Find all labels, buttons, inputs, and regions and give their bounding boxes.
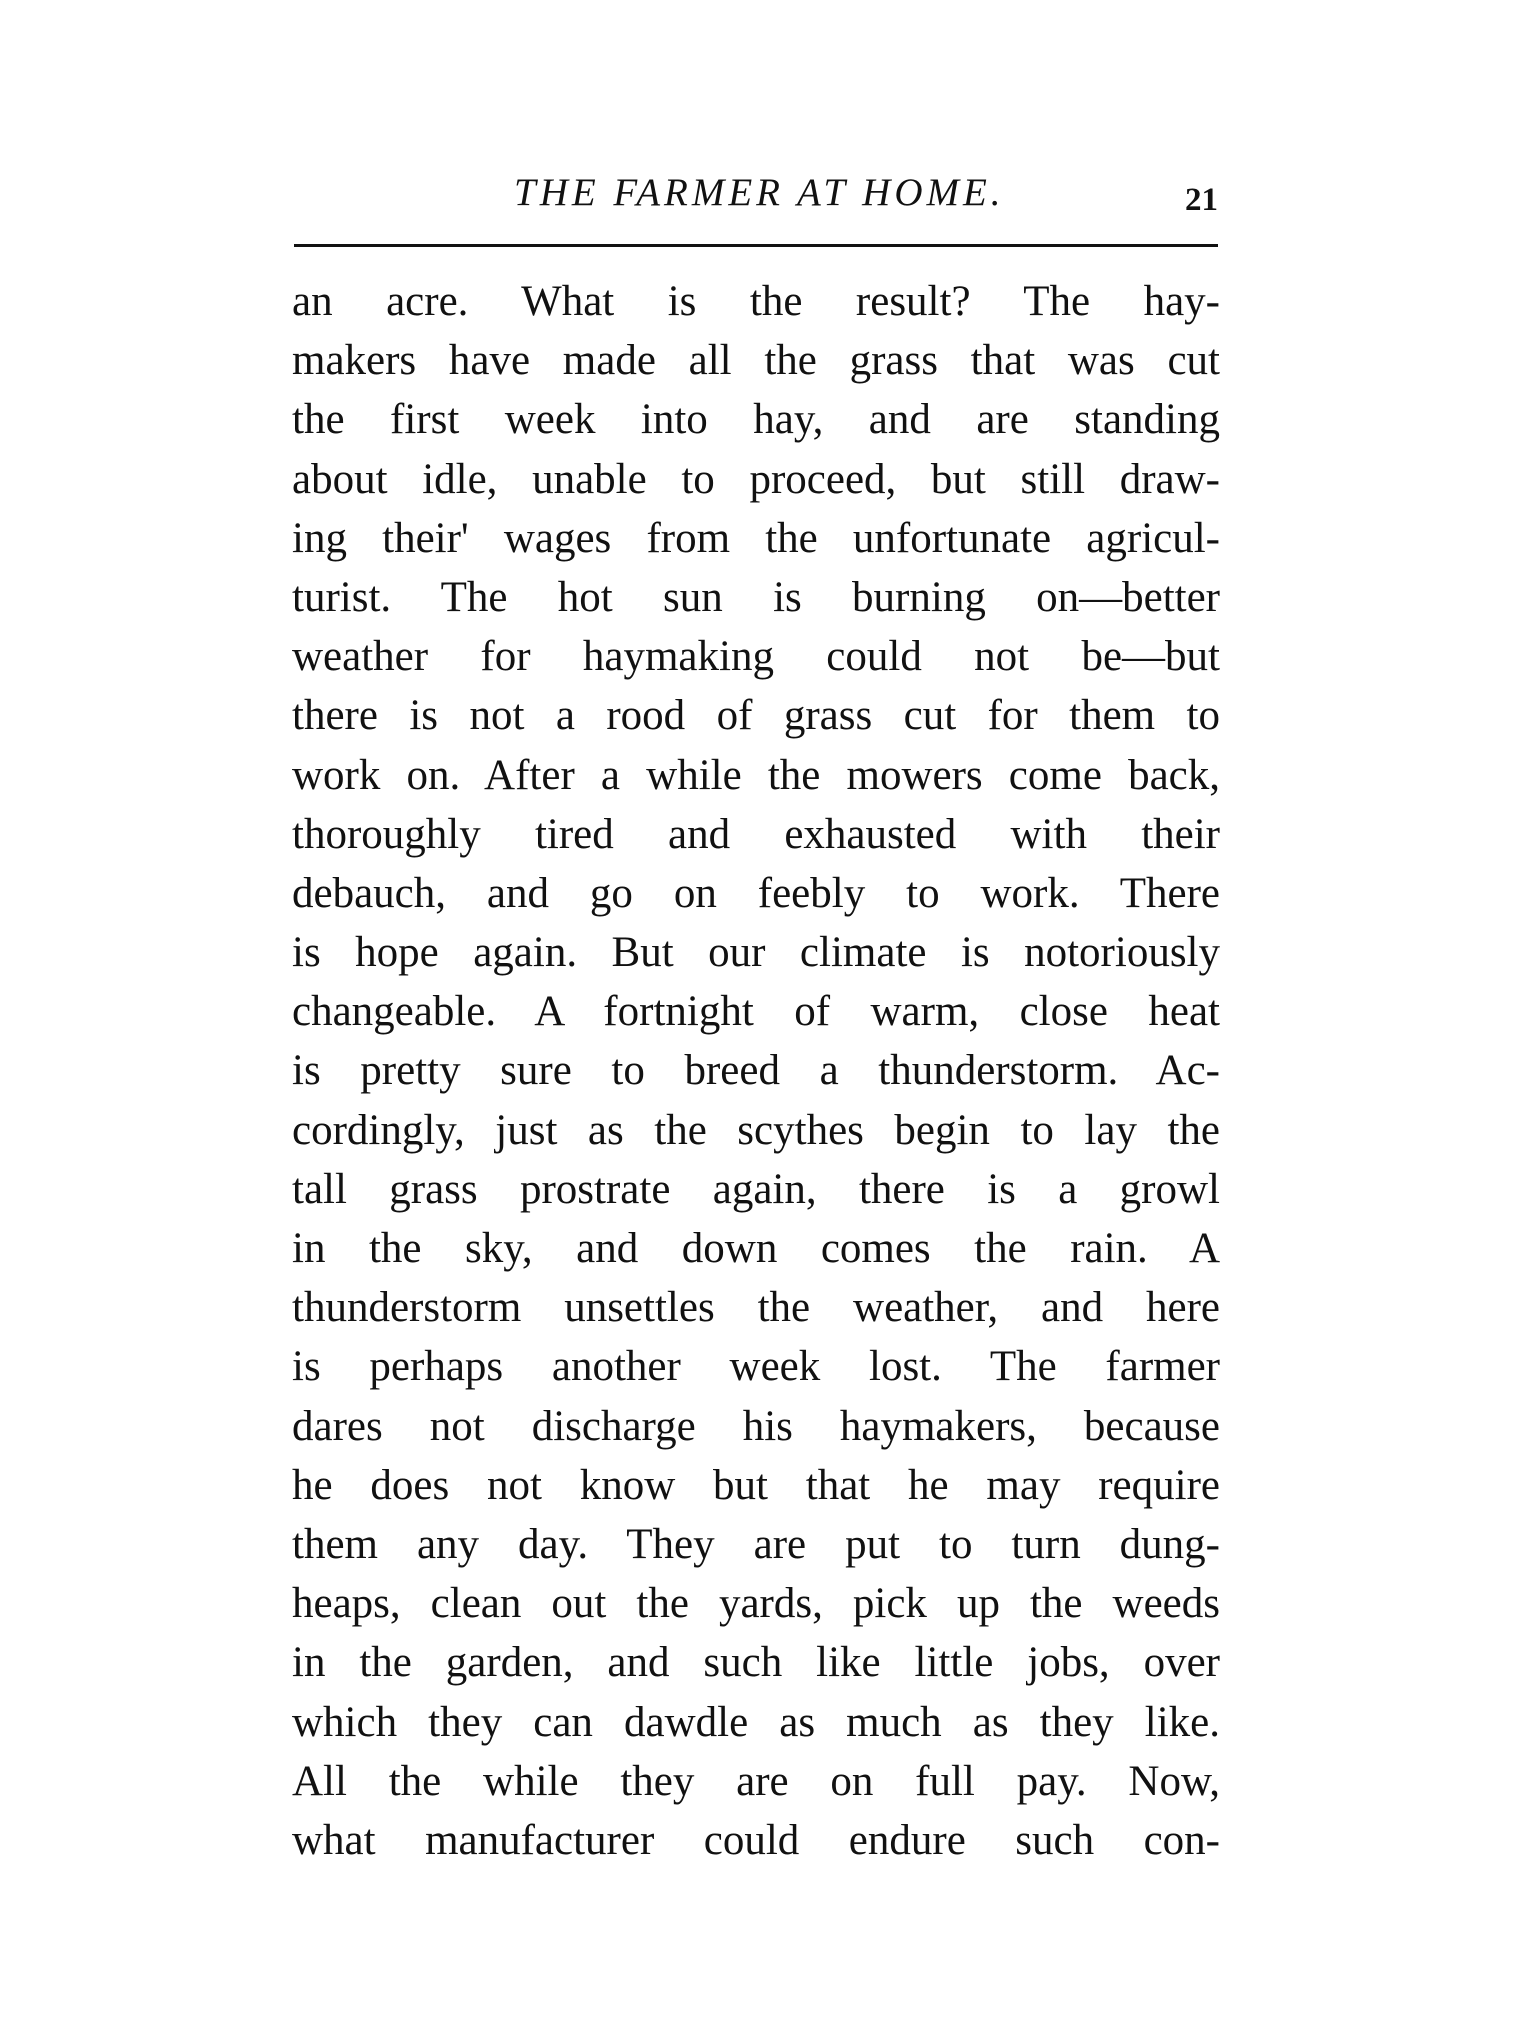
text-line: he does not know but that he may require xyxy=(292,1461,1220,1509)
text-line: what manufacturer could endure such con- xyxy=(292,1816,1220,1864)
text-line: ing their' wages from the unfortunate agricul- xyxy=(292,514,1220,562)
text-line: is hope again. But our climate is notoriously xyxy=(292,929,1220,977)
text-line: there is not a rood of grass cut for them to xyxy=(292,692,1220,740)
text-line: heaps, clean out the yards, pick up the weeds xyxy=(292,1580,1220,1628)
header-rule xyxy=(294,244,1218,247)
text-line: weather for haymaking could not be—but xyxy=(292,633,1220,681)
text-line: in the garden, and such like little jobs, over xyxy=(292,1639,1220,1687)
text-line: changeable. A fortnight of warm, close heat xyxy=(292,988,1220,1036)
running-head xyxy=(294,168,1218,238)
text-line: is pretty sure to breed a thunderstorm. Ac- xyxy=(292,1047,1220,1095)
text-line: dares not discharge his haymakers, because xyxy=(292,1402,1220,1450)
text-line: All the while they are on full pay. Now, xyxy=(292,1757,1220,1805)
body-text xyxy=(292,272,1220,1870)
text-line: is perhaps another week lost. The farmer xyxy=(292,1343,1220,1391)
page-number: 21 xyxy=(1185,182,1218,218)
text-line: which they can dawdle as much as they like. xyxy=(292,1698,1220,1746)
text-line: thunderstorm unsettles the weather, and here xyxy=(292,1284,1220,1332)
text-line: turist. The hot sun is burning on—better xyxy=(292,573,1220,621)
text-line: the first week into hay, and are standing xyxy=(292,396,1220,444)
running-title: THE FARMER AT HOME. xyxy=(514,171,1005,214)
text-line: about idle, unable to proceed, but still draw- xyxy=(292,455,1220,503)
text-line: in the sky, and down comes the rain. A xyxy=(292,1225,1220,1272)
text-line: an acre. What is the result? The hay- xyxy=(292,278,1220,325)
text-line: makers have made all the grass that was cut xyxy=(292,337,1220,385)
text-line: thoroughly tired and exhausted with their xyxy=(292,810,1220,858)
text-line: them any day. They are put to turn dung- xyxy=(292,1520,1220,1568)
text-line: debauch, and go on feebly to work. There xyxy=(292,869,1220,917)
text-line: cordingly, just as the scythes begin to lay the xyxy=(292,1106,1220,1154)
text-line: tall grass prostrate again, there is a growl xyxy=(292,1165,1220,1213)
text-line: work on. After a while the mowers come back, xyxy=(292,751,1220,799)
